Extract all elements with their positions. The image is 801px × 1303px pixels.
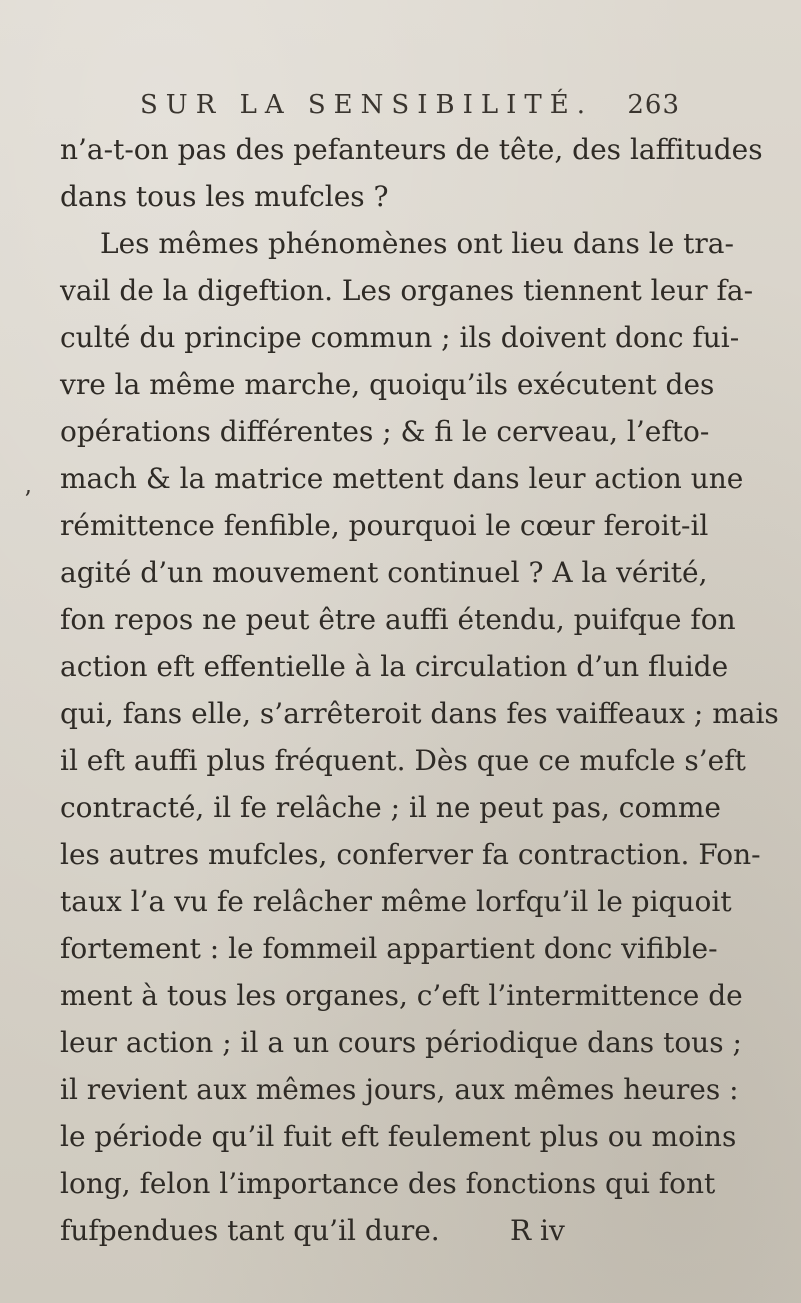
text-line: rémittence fenfible, pourquoi le cœur feroit-il [60, 509, 709, 542]
text-line: mach & la matrice mettent dans leur action une [60, 462, 744, 495]
text-line: fufpendues tant qu’il dure. [60, 1214, 440, 1247]
text-line: le période qu’il fuit eft feulement plus ou moins [60, 1120, 737, 1153]
text-line: il revient aux mêmes jours, aux mêmes heures : [60, 1073, 739, 1106]
text-line: action eft effentielle à la circulation d’un fluide [60, 650, 729, 683]
text-line: culté du principe commun ; ils doivent donc fui- [60, 321, 740, 354]
text-line: les autres mufcles, conferver fa contraction. Fon- [60, 838, 761, 871]
text-line: ment à tous les organes, c’eft l’intermittence de [60, 979, 743, 1012]
running-head [140, 90, 680, 130]
text-line: vail de la digeftion. Les organes tiennent leur fa- [60, 274, 754, 307]
text-line: il eft auffi plus fréquent. Dès que ce mufcle s’eft [60, 744, 746, 777]
running-title: SUR LA SENSIBILITÉ. [140, 90, 593, 120]
text-line: opérations différentes ; & fi le cerveau, l’efto- [60, 415, 710, 448]
text-line: Les mêmes phénomènes ont lieu dans le tra- [100, 227, 734, 260]
page-number: 263 [627, 90, 680, 120]
text-line: vre la même marche, quoiqu’ils exécutent des [60, 368, 715, 401]
text-line: taux l’a vu fe relâcher même lorfqu’il le piquoit [60, 885, 732, 918]
signature-mark: R iv [510, 1214, 565, 1247]
text-line: long, felon l’importance des fonctions qui font [60, 1167, 716, 1200]
text-line: contracté, il fe relâche ; il ne peut pas, comme [60, 791, 721, 824]
text-line: qui, fans elle, s’arrêteroit dans fes vaiffeaux ; mais [60, 697, 779, 730]
margin-mark: ’ [24, 486, 32, 514]
text-line: fortement : le fommeil appartient donc vifible- [60, 932, 718, 965]
text-line: dans tous les mufcles ? [60, 180, 389, 213]
text-line: leur action ; il a un cours périodique dans tous ; [60, 1026, 742, 1059]
text-line: fon repos ne peut être auffi étendu, puifque fon [60, 603, 736, 636]
text-line: n’a-t-on pas des pefanteurs de tête, des laffitudes [60, 133, 763, 166]
text-line: agité d’un mouvement continuel ? A la vérité, [60, 556, 708, 589]
